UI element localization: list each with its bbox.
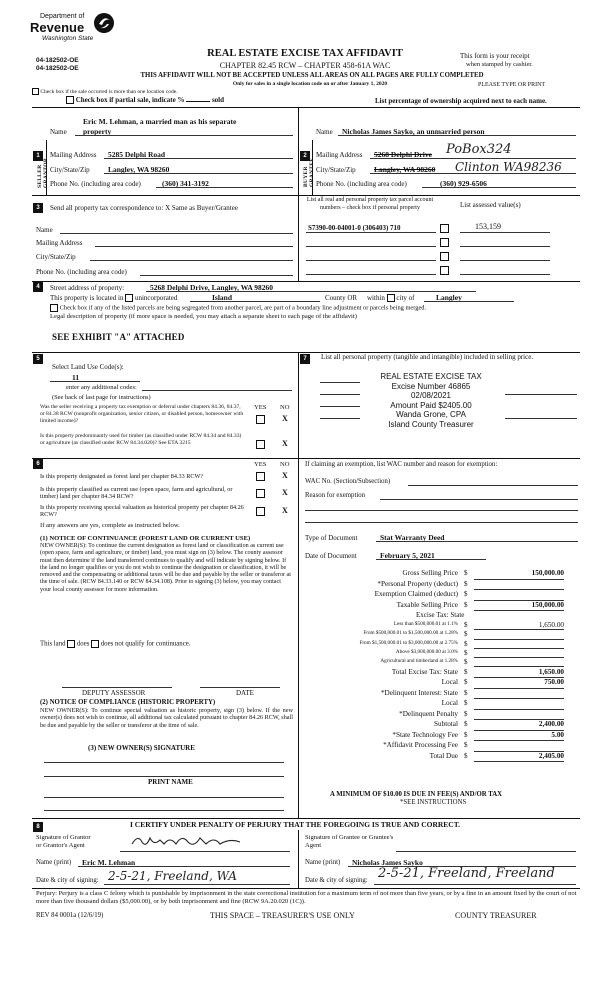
section-4-number: 4 — [33, 282, 43, 292]
tax-total-row-value[interactable]: 1,650.00 — [474, 668, 564, 679]
notice-continuance-body: NEW OWNER(S): To continue the current designation as forest land or classification as current use (open space, farm and agriculture, or timber) land, you must sign on (3) below. The county assessor must then determine if the land transferred continues to qualify and will indicate by signing below. If the land no longer qualifies or you do not wish to continue the designation or classification, it will be removed and the compensating or additional taxes will be due and payable by the seller or transferor at the time of sale. (RCW 84.33.140 or RCW 84.34.108). Prior to signing (3) below, you may contact your local county assessor for more information. — [40, 543, 291, 593]
s6-no-header: NO — [280, 461, 290, 468]
tax-total-row — [300, 689, 580, 700]
grantor-date-city-label: Date & city of signing: — [36, 877, 99, 884]
additional-codes-label: enter any additional codes: — [66, 384, 137, 391]
tax-total-row — [300, 710, 580, 721]
segregated-checkbox[interactable] — [50, 304, 58, 312]
legal-desc-label: Legal description of property (if more space is needed, you may attach a separate sheet to each page of the affidavit) — [50, 313, 357, 320]
s6-question-1: Is this property designated as forest land per chapter 84.33 RCW? — [40, 473, 204, 480]
s6-question-2: Is this property classified as current use (open space, farm and agricultural, or timber) land per chapter 84.34 RCW? — [40, 486, 233, 500]
s5-yes-header: YES — [254, 404, 267, 411]
tax-total-row-label: *State Technology Fee — [392, 730, 458, 739]
personal-prop-checkbox-4[interactable] — [440, 266, 449, 275]
continuance-row — [40, 640, 190, 648]
s6-q2-no-mark[interactable]: X — [282, 488, 288, 497]
seller-name-line2[interactable]: property — [83, 127, 112, 136]
excise-state-label: Excise Tax: State — [416, 611, 465, 619]
tax-total-row-label: Total Due — [429, 751, 458, 760]
tax-bracket-row-dollar: $ — [464, 639, 468, 648]
sold-label: sold — [211, 96, 225, 104]
tax-bracket-row — [300, 640, 580, 649]
buyer-phone[interactable]: (360) 929-6506 — [440, 179, 487, 188]
form-code-1: 04-182502-OE — [36, 57, 79, 64]
seller-name-label: Name — [50, 128, 67, 136]
tax-total-row-value[interactable] — [474, 689, 564, 700]
tax-row-dollar: $ — [464, 579, 468, 588]
see-exhibit: SEE EXHIBIT "A" ATTACHED — [52, 332, 185, 342]
new-owner-sig-label: (3) NEW OWNER(S) SIGNATURE — [88, 744, 195, 752]
this-land-label: This land — [40, 640, 66, 648]
segregated-label: Check box if any of the listed parcels are being segregated from another parcel, are part of a boundary line adjustment or parcels being merged. — [59, 304, 427, 312]
county-name[interactable]: Island — [212, 293, 233, 302]
seller-phone-label: Phone No. (including area code) — [50, 180, 141, 188]
perjury-notice: Perjury: Perjury is a class C felony which is punishable by imprisonment in the state correctional institution for a maximum term of not more than five years, or by a fine in an amount fixed by the court of not more than five thousand dollars ($5,000.00), or by both imprisonment and fine (RCW 9A.20.020 (1C)). — [36, 890, 577, 905]
stamp-line-5: Wanda Grone, CPA — [396, 410, 466, 419]
street-label: Street address of property: — [50, 284, 125, 292]
seller-side-label: SELLER GRANTOR — [37, 157, 49, 188]
land-use-code[interactable]: 11 — [72, 373, 80, 382]
tax-bracket-row — [300, 649, 580, 658]
does-label: does — [76, 640, 90, 648]
located-row — [50, 294, 177, 302]
wac-label: WAC No. (Section/Subsection) — [305, 478, 391, 485]
tax-bracket-row-label: Above $3,000,000.00 at 3.0% — [395, 648, 458, 655]
tax-row-label: *Personal Property (deduct) — [377, 579, 458, 588]
s6-q1-no-mark[interactable]: X — [282, 471, 288, 480]
multi-location-label: Check box if the sale occurred is more than one location code. — [40, 88, 178, 95]
city-of-label: city of — [396, 294, 415, 302]
s5-question-1: Was the seller receiving a property tax exemption or deferral under chapters 84.36, 84.37, or 84.38 RCW (nonprofit organization, senior citizen, or disabled person, homeowner with limited income)? — [40, 404, 244, 424]
section-7-number: 7 — [300, 354, 310, 364]
section-1-number: 1 — [33, 151, 43, 161]
within-row — [367, 294, 414, 302]
street-address[interactable]: 5268 Delphi Drive, Langley, WA 98260 — [150, 283, 273, 292]
corr-name-label: Name — [36, 226, 53, 234]
tax-total-row-dollar: $ — [464, 688, 468, 697]
tax-row-dollar: $ — [464, 569, 468, 577]
s5-q2-no-mark[interactable]: X — [282, 439, 288, 448]
corr-mailing-label: Mailing Address — [36, 239, 83, 247]
s5-question-2: Is this property predominantly used for timber (as classified under RCW 84.34 and 84.33) or agriculture (as classified under RCW 84.34.020)? See ETA 3215 — [40, 433, 242, 446]
tax-total-row-dollar: $ — [464, 751, 468, 760]
tax-bracket-row — [300, 658, 580, 667]
please-type: PLEASE TYPE OR PRINT — [478, 82, 546, 88]
seller-mailing[interactable]: 5285 Delphi Road — [108, 150, 166, 159]
tax-total-row-dollar: $ — [464, 741, 468, 749]
doc-date[interactable]: February 5, 2021 — [380, 551, 435, 560]
personal-prop-checkbox-2[interactable] — [440, 238, 449, 247]
unincorporated-checkbox[interactable] — [125, 294, 133, 302]
grantee-date-city[interactable]: 2-5-21, Freeland, Freeland — [378, 866, 555, 881]
tax-total-row — [300, 678, 580, 689]
grantor-print[interactable]: Eric M. Lehman — [82, 858, 136, 867]
certify-statement: I CERTIFY UNDER PENALTY OF PERJURY THAT THE FOREGOING IS TRUE AND CORRECT. — [130, 820, 461, 829]
tax-total-row — [300, 720, 580, 731]
tax-total-row-dollar: $ — [464, 667, 468, 676]
tax-row-value[interactable]: 150,000.00 — [474, 601, 564, 612]
receipt-note-1: This form is your receipt — [460, 52, 530, 60]
seller-city-label: City/State/Zip — [50, 166, 90, 174]
form-title: REAL ESTATE EXCISE TAX AFFIDAVIT — [207, 48, 403, 59]
tax-row — [300, 580, 580, 591]
tax-bracket-row-label: From $1,500,000.01 to $3,000,000.00 at 2.75% — [359, 639, 458, 646]
tax-row-dollar: $ — [464, 600, 468, 609]
parcel-number[interactable]: S7390-00-04001-0 (306403) 710 — [308, 224, 401, 232]
s6-q3-no-mark[interactable]: X — [282, 506, 288, 515]
assessed-header: List assessed value(s) — [460, 201, 521, 209]
form-subtitle: CHAPTER 82.45 RCW – CHAPTER 458-61A WAC — [219, 61, 391, 70]
stamp-line-1: REAL ESTATE EXCISE TAX — [380, 372, 482, 381]
see-instructions: *SEE INSTRUCTIONS — [400, 799, 467, 806]
exemption-claim-label: If claiming an exemption, list WAC number and reason for exemption: — [305, 461, 498, 468]
land-use-label: Select Land Use Code(s): — [52, 363, 124, 371]
tax-total-row-value[interactable] — [474, 699, 564, 710]
doc-date-label: Date of Document — [305, 552, 357, 560]
s5-q1-yes-checkbox[interactable] — [256, 415, 265, 424]
tax-row-value[interactable] — [474, 580, 564, 591]
tax-total-row — [300, 731, 580, 742]
logo-text-dept: Department of — [40, 13, 85, 20]
tax-bracket-row-label: Agricultural and timberland at 1.28% — [380, 658, 458, 665]
doc-type[interactable]: Stat Warranty Deed — [380, 533, 445, 542]
partial-sale-checkbox[interactable] — [66, 96, 74, 104]
buyer-name-label: Name — [316, 128, 333, 136]
multi-location-checkbox[interactable] — [32, 88, 39, 95]
assessed-value[interactable]: 153,159 — [475, 222, 501, 231]
see-back-note: (See back of last page for instructions) — [52, 394, 151, 401]
form-revision: REV 84 0001a (12/6/19) — [36, 912, 104, 919]
treasurer-stamp — [356, 372, 506, 429]
tax-total-row-label: *Delinquent Penalty — [399, 709, 458, 718]
print-name-label: PRINT NAME — [148, 778, 193, 786]
sales-note: Only for sales in a single location code on or after January 1, 2020 — [232, 81, 388, 87]
stamp-line-6: Island County Treasurer — [388, 419, 474, 429]
tax-bracket-row-dollar: $ — [464, 648, 468, 657]
grantee-print[interactable]: Nicholas James Sayko — [352, 858, 423, 867]
city-checkbox[interactable] — [387, 294, 395, 302]
buyer-city-handwritten[interactable]: Clinton WA98236 — [455, 160, 562, 174]
s6-if-yes: If any answers are yes, complete as instructed below. — [40, 522, 180, 529]
partial-sale-row — [66, 96, 224, 104]
tax-total-row — [300, 668, 580, 679]
tax-total-row-value[interactable] — [474, 710, 564, 721]
tax-bracket-row-label: Less than $500,000.01 at 1.1% — [393, 621, 458, 627]
buyer-side-label: BUYER GRANTEE — [303, 157, 315, 187]
seller-name-line1[interactable]: Eric M. Lehman, a married man as his separate — [83, 117, 237, 126]
tax-total-row-value[interactable]: 2,405.00 — [474, 752, 564, 763]
grantee-print-label: Name (print) — [305, 859, 341, 866]
receipt-note-2: when stamped by cashier. — [466, 61, 533, 68]
tax-row — [300, 590, 580, 601]
county-treasurer: COUNTY TREASURER — [455, 911, 537, 920]
partial-sale-percent[interactable] — [186, 101, 210, 102]
tax-bracket-row-value[interactable] — [474, 640, 564, 649]
tax-total-row-label: *Affidavit Processing Fee — [383, 741, 458, 749]
tax-row-dollar: $ — [464, 590, 468, 598]
tax-total-row-dollar: $ — [464, 709, 468, 718]
tax-total-row-value[interactable]: 750.00 — [474, 678, 564, 689]
section-6-number: 6 — [33, 459, 43, 469]
min-fee-note: A MINIMUM OF $10.00 IS DUE IN FEE(S) AND/OR TAX — [330, 791, 503, 798]
tax-total-row-value[interactable] — [474, 741, 564, 752]
percent-note: List percentage of ownership acquired next to each name. — [375, 97, 547, 105]
tax-total-row-label: Local — [441, 699, 458, 707]
tax-row-value[interactable] — [474, 590, 564, 601]
notice-compliance-body: NEW OWNER(S): To continue special valuation as historic property, sign (3) below. If the new owner(s) does not wish to continue, all additional tax calculated pursuant to chapter 84.26 RCW, shall be due and payable by the seller or transferor at the time of sale. — [40, 707, 293, 729]
tax-bracket-row-dollar: $ — [464, 658, 468, 667]
stamp-line-2: Excise Number 46865 — [391, 381, 471, 391]
stamp-line-3: 02/08/2021 — [410, 391, 452, 400]
notice-continuance-title: (1) NOTICE OF CONTINUANCE (FOREST LAND OR CURRENT USE) — [40, 535, 251, 542]
buyer-mailing-struck: 5268 Delphi Drive — [374, 150, 432, 159]
tax-row-label: Gross Selling Price — [402, 569, 458, 577]
grantor-signature[interactable] — [130, 832, 260, 850]
county-or-label: County OR — [325, 294, 358, 302]
logo-text-state: Washington State — [42, 35, 94, 42]
personal-prop-label: List all personal property (tangible and intangible) included in selling price. — [321, 353, 534, 361]
section-2-number: 2 — [300, 151, 310, 161]
grantee-date-city-label: Date & city of signing: — [305, 877, 368, 884]
section-8-number: 8 — [33, 822, 43, 832]
grantor-sig-label: Signature of Grantor or Grantor's Agent — [36, 834, 91, 849]
logo-swirl-icon — [92, 11, 116, 35]
partial-sale-label: Check box if partial sale, indicate % — [75, 96, 185, 104]
buyer-city-struck: Langley, WA 98260 — [374, 165, 436, 174]
personal-prop-checkbox-1[interactable] — [440, 224, 449, 233]
tax-total-row-value[interactable]: 5.00 — [474, 731, 564, 742]
located-label: This property is located in — [50, 294, 124, 302]
parcel-header: List all real and personal property tax parcel account numbers – check box if personal property — [306, 197, 434, 211]
seller-mailing-label: Mailing Address — [50, 151, 97, 159]
tax-row — [300, 569, 580, 580]
buyer-name[interactable]: Nicholas James Sayko, an unmarried person — [342, 127, 485, 136]
tax-bracket-row — [300, 621, 580, 630]
tax-bracket-row-value[interactable] — [474, 630, 564, 639]
multi-location-row — [32, 88, 178, 95]
logo-text-revenue: Revenue — [30, 20, 85, 35]
s6-q2-yes-checkbox[interactable] — [256, 489, 265, 498]
buyer-mailing-label: Mailing Address — [316, 151, 363, 159]
s6-yes-header: YES — [254, 461, 267, 468]
s6-question-3: Is this property receiving special valuation as historical property per chapter 84.26 RCW? — [40, 504, 244, 518]
tax-bracket-row-dollar: $ — [464, 621, 468, 629]
tax-total-row — [300, 752, 580, 763]
tax-row — [300, 601, 580, 612]
seller-phone[interactable]: (360) 341-3192 — [162, 179, 209, 188]
tax-bracket-row-label: From $500,000.01 to $1,500,000.00 at 1.28% — [363, 630, 458, 637]
notice-compliance-title: (2) NOTICE OF COMPLIANCE (HISTORIC PROPERTY) — [40, 699, 216, 706]
tax-total-row — [300, 699, 580, 710]
grantor-signature-scribble — [130, 832, 260, 850]
tax-row-label: Exemption Claimed (deduct) — [374, 590, 458, 598]
does-not-label: does not qualify for continuance. — [100, 640, 191, 648]
tax-total-row-label: Total Excise Tax: State — [391, 667, 458, 676]
dor-logo — [30, 6, 120, 46]
within-label: within — [367, 294, 385, 302]
corr-city-label: City/State/Zip — [36, 253, 76, 261]
s6-q3-yes-checkbox[interactable] — [256, 507, 265, 516]
does-not-checkbox[interactable] — [91, 640, 99, 648]
s5-q2-yes-checkbox[interactable] — [256, 440, 265, 449]
s6-q1-yes-checkbox[interactable] — [256, 472, 265, 481]
treasurer-space: THIS SPACE – TREASURER'S USE ONLY — [210, 911, 355, 920]
segregated-row — [50, 304, 426, 312]
deputy-assessor-label: DEPUTY ASSESSOR — [82, 689, 146, 697]
tax-row-value[interactable]: 150,000.00 — [474, 569, 564, 580]
send-correspondence[interactable]: Send all property tax correspondence to: X Same as Buyer/Grantee — [50, 204, 238, 212]
tax-total-row-label: Subtotal — [434, 720, 458, 728]
tax-bracket-row-value[interactable] — [474, 658, 564, 667]
stamp-line-4: Amount Paid $2405.00 — [390, 400, 472, 410]
tax-total-row-dollar: $ — [464, 699, 468, 707]
section-3-number: 3 — [33, 203, 43, 213]
tax-total-row-label: *Delinquent Interest: State — [380, 688, 458, 697]
buyer-phone-label: Phone No. (including area code) — [316, 180, 407, 188]
tax-bracket-row-value[interactable]: 1,650.00 — [474, 621, 564, 630]
tax-total-row — [300, 741, 580, 752]
section-5-number: 5 — [33, 354, 43, 364]
does-checkbox[interactable] — [67, 640, 75, 648]
seller-city[interactable]: Langley, WA 98260 — [108, 165, 170, 174]
tax-total-row-dollar: $ — [464, 678, 468, 686]
grantor-date-city[interactable]: 2-5-21, Freeland, WA — [108, 869, 237, 883]
grantee-sig-label: Signature of Grantee or Grantee's Agent — [305, 834, 394, 849]
form-code-2: 04-182502-OE — [36, 65, 79, 72]
warning-banner: THIS AFFIDAVIT WILL NOT BE ACCEPTED UNLESS ALL AREAS ON ALL PAGES ARE FULLY COMPLETED — [140, 72, 484, 79]
city-name[interactable]: Langley — [436, 293, 462, 302]
tax-bracket-row-dollar: $ — [464, 630, 468, 639]
grantor-print-label: Name (print) — [36, 859, 72, 866]
doc-type-label: Type of Document — [305, 534, 358, 542]
tax-total-row-dollar: $ — [464, 730, 468, 739]
reason-label: Reason for exemption — [305, 492, 366, 499]
s5-no-header: NO — [280, 404, 290, 411]
buyer-city-label: City/State/Zip — [316, 166, 356, 174]
date-label: DATE — [236, 689, 254, 697]
unincorporated-label: unincorporated — [134, 294, 178, 302]
buyer-mailing-handwritten[interactable]: PoBox324 — [446, 142, 512, 157]
corr-phone-label: Phone No. (including area code) — [36, 268, 127, 276]
tax-row-label: Taxable Selling Price — [396, 600, 458, 609]
s5-q1-no-mark[interactable]: X — [282, 414, 288, 423]
tax-total-row-label: Local — [441, 678, 458, 686]
personal-prop-checkbox-3[interactable] — [440, 252, 449, 261]
tax-bracket-row — [300, 630, 580, 639]
tax-total-row-dollar: $ — [464, 720, 468, 728]
tax-total-row-value[interactable]: 2,400.00 — [474, 720, 564, 731]
tax-bracket-row-value[interactable] — [474, 649, 564, 658]
